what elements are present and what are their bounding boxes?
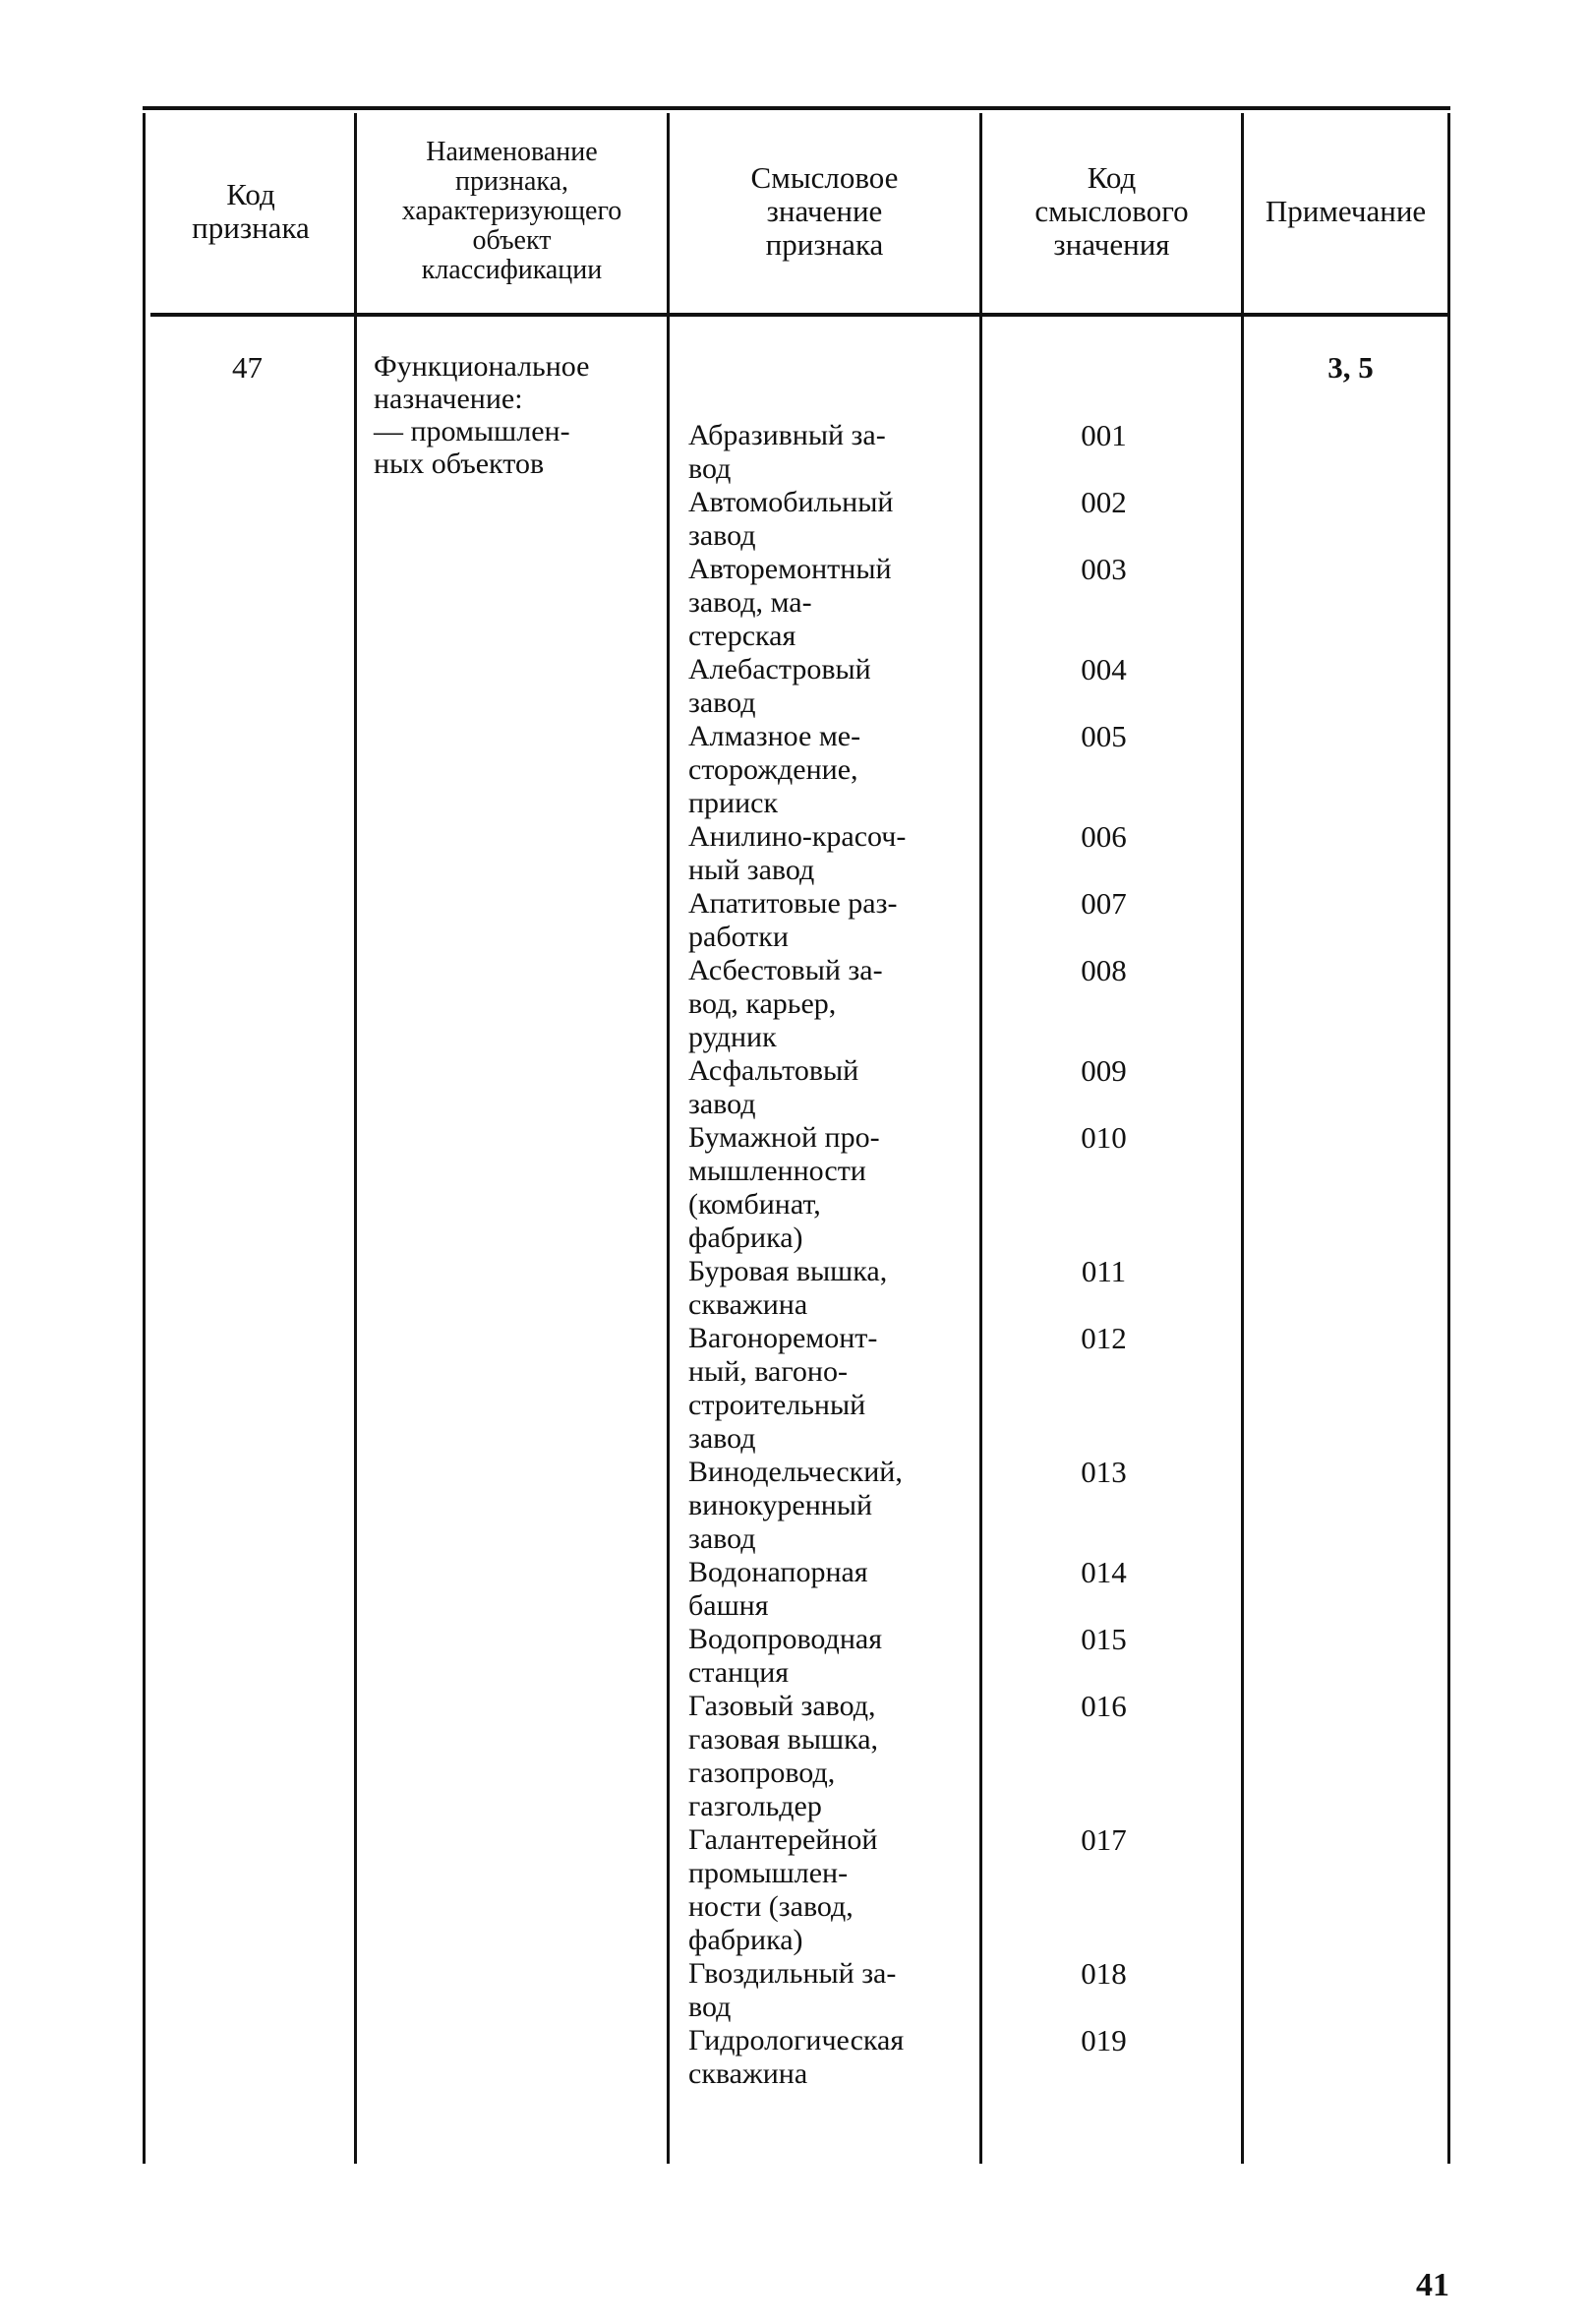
list-item (688, 887, 1268, 954)
list-item (688, 954, 1268, 1054)
header-feature-code: Код признака (192, 177, 310, 245)
semantic-values-list (688, 419, 1268, 2091)
entry-code: 002 (1081, 485, 1127, 519)
entry-code: 007 (1081, 886, 1127, 921)
table-top-rule (143, 106, 1450, 110)
entry-name: Вагоноремонт- ный, вагоно- строительный завод (688, 1322, 878, 1455)
list-item (688, 1322, 1268, 1456)
list-item (688, 1121, 1268, 1255)
entry-name: Буровая вышка, скважина (688, 1255, 888, 1321)
entry-name: Алебастровый завод (688, 653, 871, 719)
list-item (688, 653, 1268, 720)
entry-name: Авторемонтный завод, ма- стерская (688, 553, 892, 652)
feature-note: 3, 5 (1327, 350, 1374, 385)
list-item (688, 2024, 1268, 2091)
entry-code: 012 (1081, 1321, 1127, 1355)
entry-code: 014 (1081, 1555, 1127, 1589)
entry-name: Винодельческий, винокуренный завод (688, 1456, 903, 1555)
feature-code: 47 (232, 350, 263, 385)
list-item (688, 486, 1268, 553)
entry-name: Асфальтовый завод (688, 1054, 859, 1120)
entry-name: Абразивный за- вод (688, 419, 886, 485)
entry-code: 017 (1081, 1822, 1127, 1857)
entry-name: Газовый завод, газовая вышка, газопровод, газгольдер (688, 1690, 879, 1822)
list-item (688, 1255, 1268, 1322)
entry-code: 011 (1081, 1254, 1127, 1288)
entry-name: Бумажной про- мышленности (комбинат, фабрика) (688, 1121, 880, 1254)
column-divider-2 (354, 113, 357, 2164)
entry-code: 010 (1081, 1120, 1127, 1155)
list-item (688, 553, 1268, 653)
entry-code: 005 (1081, 719, 1127, 753)
list-item (688, 720, 1268, 820)
column-divider-3 (667, 113, 670, 2164)
list-item (688, 1823, 1268, 1957)
header-semantic-value: Смысловое значение признака (750, 160, 899, 262)
entry-code: 015 (1081, 1622, 1127, 1656)
entry-code: 004 (1081, 652, 1127, 686)
entry-name: Водопроводная станция (688, 1623, 882, 1689)
entry-code: 009 (1081, 1053, 1127, 1088)
list-item (688, 419, 1268, 486)
entry-code: 016 (1081, 1689, 1127, 1723)
list-item (688, 1456, 1268, 1556)
list-item (688, 820, 1268, 887)
page-number: 41 (1416, 2267, 1449, 2303)
entry-code: 019 (1081, 2023, 1127, 2057)
column-divider-1 (143, 113, 146, 2164)
feature-name: Функциональное назначение: — промышлен- ных объектов (374, 350, 590, 480)
entry-code: 018 (1081, 1956, 1127, 1991)
entry-code: 003 (1081, 552, 1127, 586)
list-item (688, 1054, 1268, 1121)
list-item (688, 1690, 1268, 1823)
header-semantic-code: Код смыслового значения (1034, 160, 1189, 262)
entry-name: Апатитовые раз- работки (688, 887, 898, 953)
entry-code: 013 (1081, 1455, 1127, 1489)
entry-name: Гидрологическая скважина (688, 2024, 905, 2090)
header-note: Примечание (1265, 194, 1427, 228)
entry-name: Гвоздильный за- вод (688, 1957, 897, 2023)
column-divider-6 (1447, 113, 1450, 2164)
header-bottom-rule (150, 313, 1450, 317)
entry-name: Водонапорная башня (688, 1556, 868, 1622)
header-feature-name: Наименование признака, характеризующего объект классификации (401, 137, 622, 285)
entry-code: 008 (1081, 953, 1127, 987)
entry-name: Галантерейной промышлен- ности (завод, фабрика) (688, 1823, 878, 1956)
entry-name: Асбестовый за- вод, карьер, рудник (688, 954, 883, 1053)
list-item (688, 1957, 1268, 2024)
list-item (688, 1556, 1268, 1623)
entry-code: 006 (1081, 819, 1127, 854)
entry-name: Автомобильный завод (688, 486, 894, 552)
list-item (688, 1623, 1268, 1690)
entry-name: Анилино-красоч- ный завод (688, 820, 907, 886)
entry-code: 001 (1081, 418, 1127, 452)
entry-name: Алмазное ме- сторождение, прииск (688, 720, 861, 819)
